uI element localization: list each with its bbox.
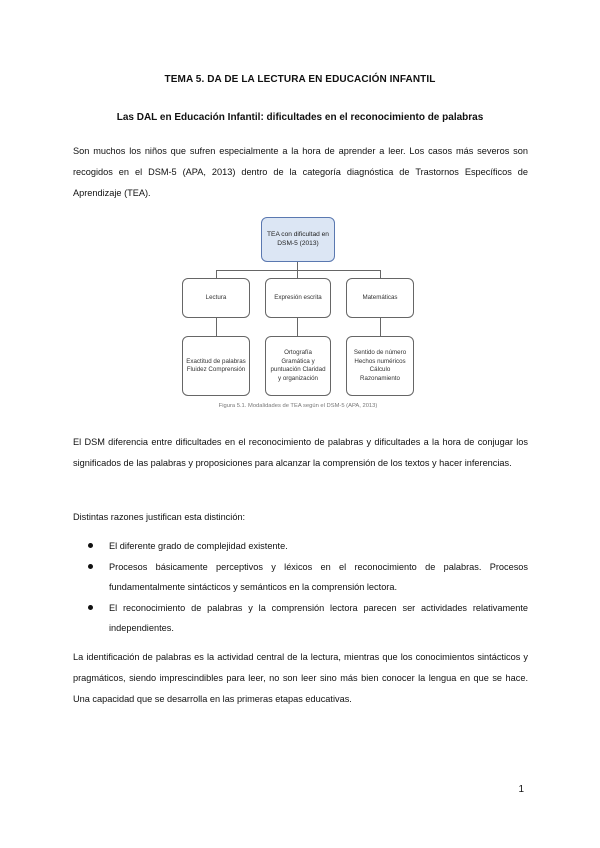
list-item: [88, 557, 528, 598]
bullet-icon: [88, 543, 93, 548]
detail-label: Sentido de número Hechos numéricos Cálculo Razonamiento: [353, 349, 407, 382]
list-item-text: Procesos básicamente perceptivos y léxicos en el reconocimiento de palabras. Procesos fundamentalmente sintácticos y semánticos en la comprensión lectora.: [109, 561, 528, 592]
page-number: 1: [518, 784, 524, 795]
connector-line: [216, 270, 217, 278]
detail-label: Exactitud de palabras Fluidez Comprensión: [186, 357, 246, 373]
diagram-category-box: [265, 278, 331, 318]
bullet-icon: [88, 564, 93, 569]
diagram-root-box: [261, 217, 335, 262]
connector-line: [380, 318, 381, 336]
diagram-detail-box: [346, 336, 414, 396]
list-item: [88, 598, 528, 639]
category-label: Matemáticas: [362, 293, 398, 301]
diagram-category-box: [182, 278, 250, 318]
diagram-detail-box: [265, 336, 331, 396]
diagram-detail-box: [182, 336, 250, 396]
connector-line: [216, 270, 380, 271]
tea-diagram: [178, 213, 418, 413]
connector-line: [297, 270, 298, 278]
list-item-text: El reconocimiento de palabras y la comprensión lectora parecen ser actividades relativamente independientes.: [109, 602, 528, 633]
intro-paragraph: Son muchos los niños que sufren especialmente a la hora de aprender a leer. Los casos más severos son recogidos en el DSM-5 (APA, 2013) dentro de la categoría diagnóstica de Trastornos Específicos de Aprendizaje (TEA).: [73, 146, 528, 198]
list-item: [88, 536, 528, 557]
document-title: TEMA 5. DA DE LA LECTURA EN EDUCACIÓN INFANTIL: [164, 74, 436, 85]
connector-line: [297, 318, 298, 336]
conclusion-paragraph: La identificación de palabras es la actividad central de la lectura, mientras que los conocimientos sintácticos y pragmáticos, siendo imprescindibles para leer, no son leer sino más bien conocer la lengua en que se hace. Una capacidad que se desarrolla en las primeras etapas educativas.: [73, 652, 528, 704]
reasons-list: [88, 536, 528, 639]
section-subtitle: Las DAL en Educación Infantil: dificultades en el reconocimiento de palabras: [116, 112, 484, 123]
bullet-icon: [88, 605, 93, 610]
reasons-intro: Distintas razones justifican esta distinción:: [73, 512, 246, 522]
list-item-text: El diferente grado de complejidad existente.: [109, 541, 288, 551]
connector-line: [216, 318, 217, 336]
figure-caption: Figura 5.1. Modalidades de TEA según el DSM-5 (APA, 2013): [218, 403, 378, 409]
category-label: Lectura: [205, 293, 227, 301]
connector-line: [380, 270, 381, 278]
detail-label: Ortografía Gramática y puntuación Claridad y organización: [270, 349, 326, 382]
category-label: Expresión escrita: [274, 293, 322, 301]
diagram-root-label: TEA con dificultad en DSM-5 (2013): [267, 231, 329, 247]
dsm-paragraph: El DSM diferencia entre dificultades en el reconocimiento de palabras y dificultades a la hora de conjugar los significados de las palabras y proposiciones para alcanzar la comprensión de los textos y hacer inferencias.: [73, 437, 528, 468]
diagram-category-box: [346, 278, 414, 318]
connector-line: [297, 262, 298, 270]
